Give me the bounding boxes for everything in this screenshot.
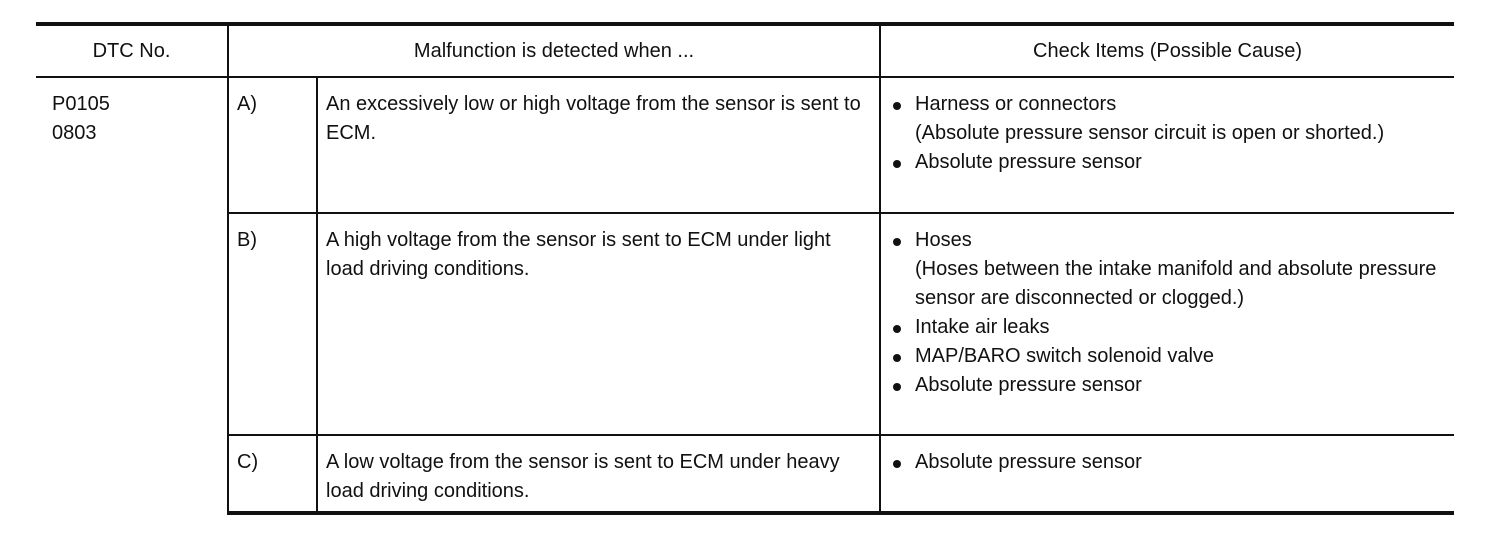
- dtc-table: [36, 22, 1454, 515]
- check-item-label: Harness or connectors: [915, 93, 1117, 115]
- check-item: [889, 148, 1446, 177]
- check-item-label: Hoses: [915, 229, 972, 251]
- check-items-b: [880, 213, 1454, 435]
- check-item: [889, 90, 1446, 148]
- dtc-code-secondary: 0803: [52, 122, 97, 144]
- check-item-label: Intake air leaks: [915, 316, 1050, 338]
- check-item-label: Absolute pressure sensor: [915, 151, 1142, 173]
- header-dtc-no: DTC No.: [36, 24, 228, 77]
- check-item: [889, 226, 1446, 313]
- bullet-dot-icon: [893, 160, 901, 168]
- row-letter-b: B): [228, 213, 317, 435]
- check-item-label: MAP/BARO switch solenoid valve: [915, 345, 1215, 367]
- table-row-a: [36, 77, 1454, 213]
- check-item: [889, 371, 1446, 400]
- check-item-label: Absolute pressure sensor: [915, 374, 1142, 396]
- row-letter-c: C): [228, 435, 317, 513]
- table-row-b: [36, 213, 1454, 435]
- condition-a: An excessively low or high voltage from the sensor is sent to ECM.: [317, 77, 880, 213]
- check-item-note: (Absolute pressure sensor circuit is open or shorted.): [915, 122, 1385, 144]
- bullet-dot-icon: [893, 325, 901, 333]
- row-letter-a: A): [228, 77, 317, 213]
- bullet-dot-icon: [893, 238, 901, 246]
- condition-c: A low voltage from the sensor is sent to ECM under heavy load driving conditions.: [317, 435, 880, 513]
- table-header-row: [36, 24, 1454, 77]
- check-item-label: Absolute pressure sensor: [915, 451, 1142, 473]
- dtc-code-cell: [36, 77, 228, 513]
- check-item: [889, 313, 1446, 342]
- table-row-c: [36, 435, 1454, 513]
- bullet-dot-icon: [893, 383, 901, 391]
- bullet-dot-icon: [893, 102, 901, 110]
- check-item-note: (Hoses between the intake manifold and absolute pressure sensor are disconnected or clogged.): [915, 258, 1437, 309]
- check-item: [889, 448, 1446, 477]
- check-items-c: [880, 435, 1454, 513]
- header-check-items: Check Items (Possible Cause): [880, 24, 1454, 77]
- header-malfunction: Malfunction is detected when ...: [228, 24, 880, 77]
- check-items-a: [880, 77, 1454, 213]
- check-item: [889, 342, 1446, 371]
- bullet-dot-icon: [893, 460, 901, 468]
- bullet-dot-icon: [893, 354, 901, 362]
- dtc-code-primary: P0105: [52, 93, 110, 115]
- condition-b: A high voltage from the sensor is sent to ECM under light load driving conditions.: [317, 213, 880, 435]
